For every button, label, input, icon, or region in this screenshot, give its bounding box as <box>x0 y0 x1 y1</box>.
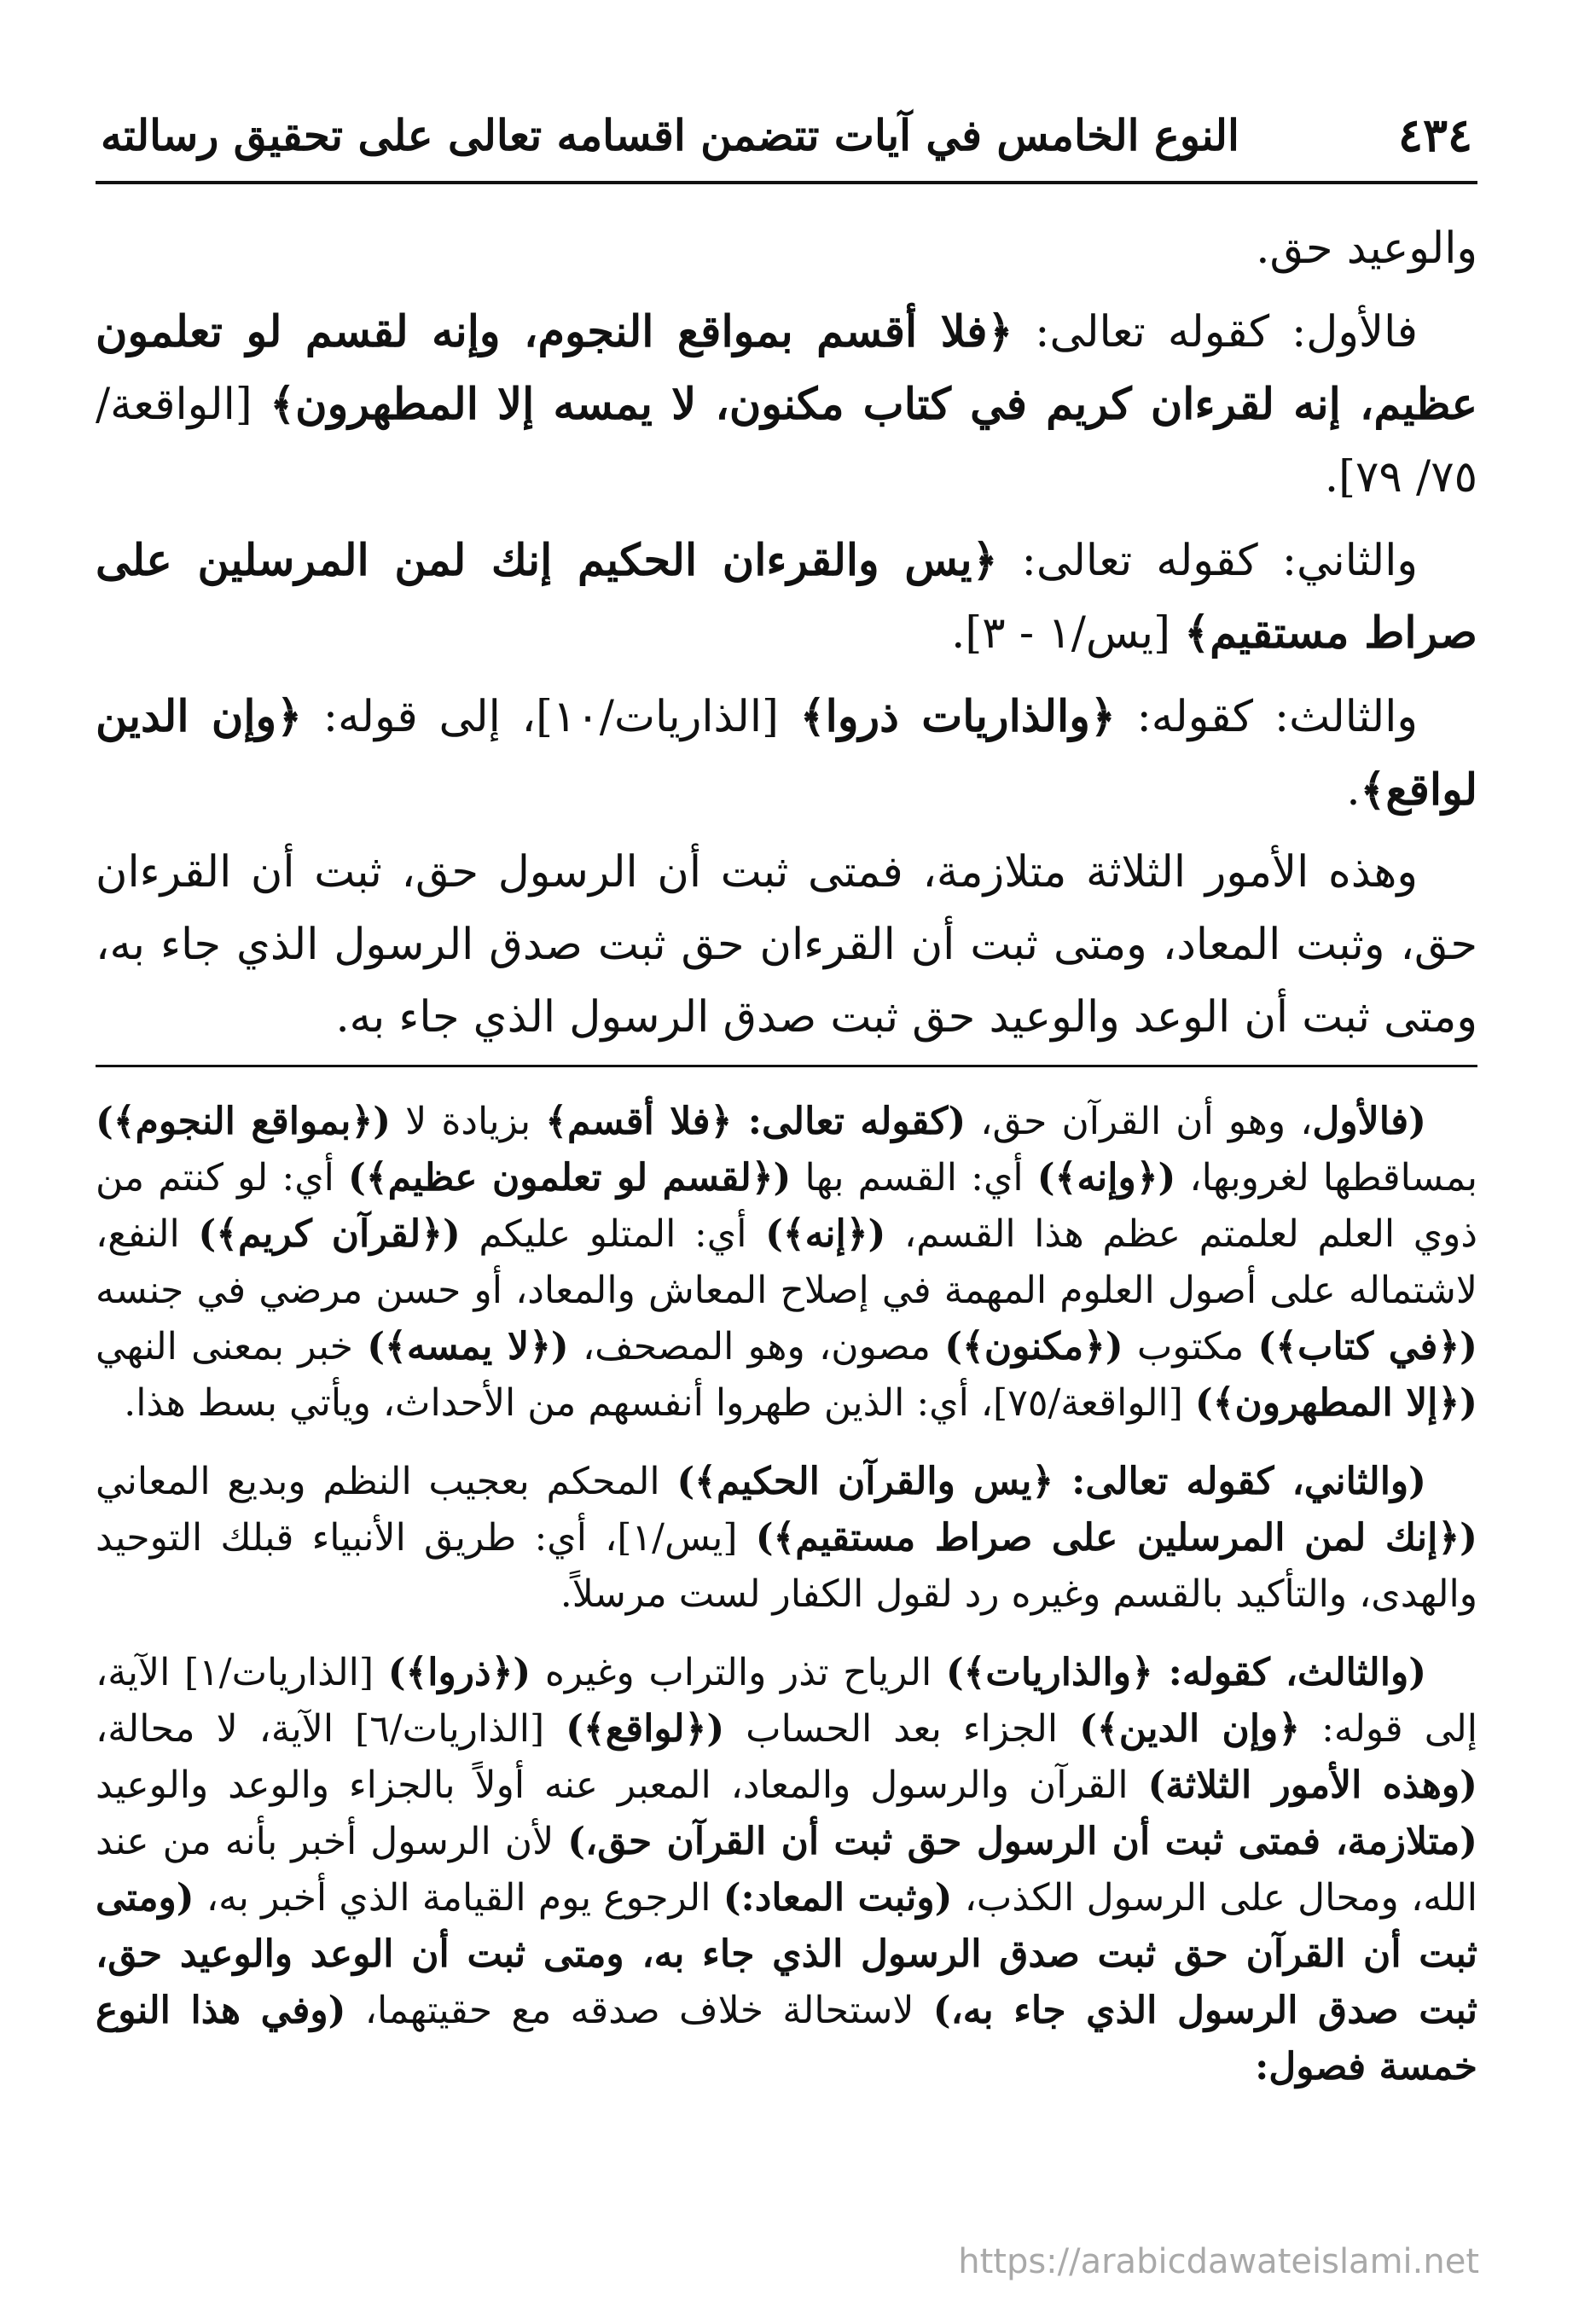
commentary-text <box>96 1094 1477 2118</box>
main-paragraph: فالأول: كقوله تعالى: ﴿فلا أقسم بمواقع النجوم، وإنه لقسم لو تعلمون عظيم، إنه لقرءان كريم في كتاب مكنون، لا يمسه إلا المطهرون﴾ [الواقعة/٧٥/ ٧٩]. <box>96 305 1477 503</box>
verse-reference: [الواقعة/٧٥/ ٧٩]. <box>96 380 1477 503</box>
main-paragraph: والثاني: كقوله تعالى: ﴿يس والقرءان الحكيم إنك لمن المرسلين على صراط مستقيم﴾ [يس/١ - ٣]. <box>96 534 1477 659</box>
commentary-separator <box>96 1065 1477 1067</box>
source-watermark: https://arabicdawateislami.net <box>958 2242 1479 2281</box>
quran-quote: ﴿والذاريات ذروا﴾ <box>799 690 1116 742</box>
main-text <box>96 213 1477 1064</box>
commentary-paragraph: (فالأول، وهو أن القرآن حق، (كقوله تعالى: ﴿فلا أقسم﴾ بزيادة لا (﴿بمواقع النجوم﴾) بمساقطها لغروبها، (﴿وإنه﴾) أي: القسم بها (﴿لقسم لو تعلمون عظيم﴾) أي: لو كنتم من ذوي العلم لعلمتم عظم هذا القسم، (﴿إنه﴾) أي: المتلو عليكم (﴿لقرآن كريم﴾) النفع، لاشتماله على أصول العلوم المهمة في إصلاح المعاش والمعاد، أو حسن مرضي في جنسه (﴿في كتاب﴾) مكتوب (﴿مكنون﴾) مصون، وهو المصحف، (﴿لا يمسه﴾) خبر بمعنى النهي (﴿إلا المطهرون﴾) [الواقعة/٧٥]، أي: الذين طهروا أنفسهم من الأحداث، ويأتي بسط هذا. <box>96 1100 1478 1425</box>
running-header <box>101 101 1472 169</box>
commentary-paragraph: (والثالث، كقوله: ﴿والذاريات﴾) الرياح تذر والتراب وغيره (﴿ذروا﴾) [الذاريات/١] الآية، إلى قوله: ﴿وإن الدين﴾) الجزاء بعد الحساب (﴿لواقع﴾) [الذاريات/٦] الآية، لا محالة، (وهذه الأمور الثلاثة) القرآن والرسول والمعاد، المعبر عنه أولاً بالجزاء والوعد والوعيد (متلازمة، فمتى ثبت أن الرسول حق ثبت أن القرآن حق،) لأن الرسول أخبر بأنه من عند الله، ومحال على الرسول الكذب، (وثبت المعاد:) الرجوع يوم القيامة الذي أخبر به، (ومتى ثبت أن القرآن حق ثبت صدق الرسول الذي جاء به، ومتى ثبت أن الوعد والوعيد حق، ثبت صدق الرسول الذي جاء به،) لاستحالة خلاف صدقه مع حقيتهما، (وفي هذا النوع خمسة فصول: <box>96 1651 1478 2089</box>
commentary-paragraph: (والثاني، كقوله تعالى: ﴿يس والقرآن الحكيم﴾) المحكم بعجيب النظم وبديع المعاني (﴿إنك لمن المرسلين على صراط مستقيم﴾) [يس/١]، أي: طريق الأنبياء قبلك التوحيد والهدى، والتأكيد بالقسم وغيره رد لقول الكفار لست مرسلاً. <box>96 1460 1477 1616</box>
main-paragraph: وهذه الأمور الثلاثة متلازمة، فمتى ثبت أن الرسول حق، ثبت أن القرءان حق، وثبت المعاد، ومتى ثبت أن القرءان حق ثبت صدق الرسول الذي جاء به، ومتى ثبت أن الوعد والوعيد حق ثبت صدق الرسول الذي جاء به. <box>96 847 1477 1043</box>
verse-reference: [يس/١ - ٣]. <box>951 608 1185 659</box>
main-paragraph: والثالث: كقوله: ﴿والذاريات ذروا﴾ [الذاريات/١٠]، إلى قوله: ﴿وإن الدين لواقع﴾. <box>96 690 1477 816</box>
quran-quote: ﴿وإن الدين لواقع﴾ <box>96 690 1477 816</box>
quran-quote: ﴿فلا أقسم بمواقع النجوم، وإنه لقسم لو تعلمون عظيم، إنه لقرءان كريم في كتاب مكنون، لا يمسه إلا المطهرون﴾ <box>96 305 1477 431</box>
running-title: النوع الخامس في آيات تتضمن اقسامه تعالى على تحقيق رسالته <box>101 109 1239 160</box>
quran-quote: ﴿يس والقرءان الحكيم إنك لمن المرسلين على صراط مستقيم﴾ <box>96 534 1477 659</box>
page-number: ٤٣٤ <box>1397 107 1472 162</box>
main-paragraph: والوعيد حق. <box>1256 224 1477 274</box>
header-rule <box>96 181 1477 184</box>
